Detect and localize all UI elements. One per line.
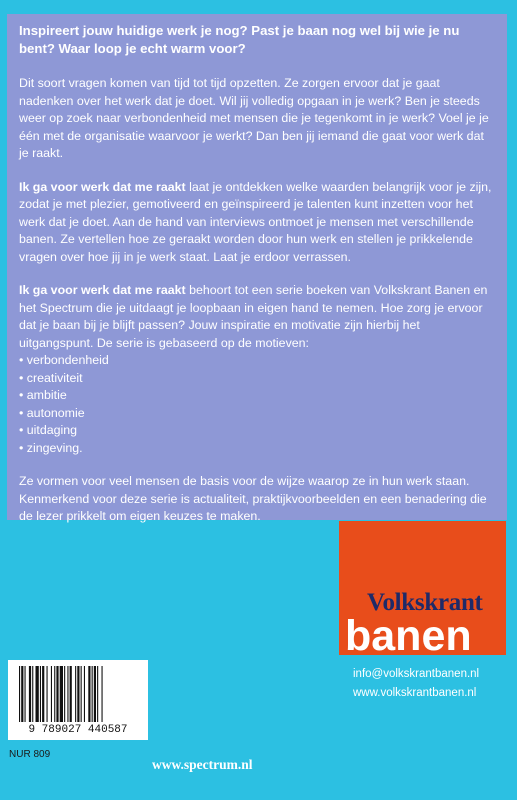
motive-item: • zingeving. — [19, 440, 495, 458]
barcode-bar — [29, 666, 31, 722]
contact-website[interactable]: www.volkskrantbanen.nl — [353, 687, 477, 699]
book-title-inline: Ik ga voor werk dat me raakt — [19, 283, 186, 297]
barcode-bar — [42, 666, 44, 722]
publisher-website[interactable]: www.spectrum.nl — [152, 757, 253, 772]
barcode-bar — [64, 666, 65, 722]
volkskrant-banen-logo — [339, 521, 506, 655]
barcode-bar — [102, 666, 103, 722]
barcode-bar — [97, 666, 98, 722]
motive-item: • ambitie — [19, 387, 495, 405]
lead-questions: Inspireert jouw huidige werk je nog? Past je baan nog wel bij wie je nu bent? Waar loop je echt warm voor? — [19, 23, 460, 56]
motive-item: • verbondenheid — [19, 352, 495, 370]
book-description-paragraph — [19, 179, 495, 267]
barcode-bar — [47, 666, 48, 722]
barcode-bar — [94, 666, 96, 722]
barcode-bar — [67, 666, 68, 722]
barcode-bar — [84, 666, 85, 722]
barcode-bar — [77, 666, 79, 722]
contact-info — [353, 665, 479, 703]
intro-paragraph: Dit soort vragen komen van tijd tot tijd opzetten. Ze zorgen ervoor dat je gaat nadenken over het werk dat je doet. Wil jij volledig opgaan in je werk? Ben je steeds weer op zoek naar verbondenheid met mensen die je tegenkomt in je werk? Voel je je één met de organisatie waarvoor je werkt? Dan ben jij iemand die gaat voor werk dat je raakt. — [19, 76, 489, 160]
logo-volkskrant-text: Volkskrant — [367, 589, 483, 616]
nur-code: NUR 809 — [9, 749, 51, 760]
motive-item: • creativiteit — [19, 370, 495, 388]
series-paragraph — [19, 282, 495, 352]
closing-paragraph: Ze vormen voor veel mensen de basis voor de wijze waarop ze in hun werk staan. Kenmerkend voor deze serie is actualiteit, praktijkvoorbeelden en een benadering die de lezer prikkelt om eigen keuzes te maken. — [19, 474, 487, 523]
barcode-bar — [54, 666, 55, 722]
motives-list — [19, 352, 495, 457]
contact-email[interactable]: info@volkskrantbanen.nl — [353, 668, 480, 680]
book-title-inline: Ik ga voor werk dat me raakt — [19, 179, 186, 194]
barcode-bar — [88, 666, 90, 722]
barcode-bar — [32, 666, 33, 722]
motive-item: • autonomie — [19, 405, 495, 423]
barcode-bar — [60, 666, 63, 722]
barcode — [8, 660, 148, 740]
barcode-bar — [36, 666, 39, 722]
barcode-bar — [19, 666, 20, 722]
logo-banen-text: banen — [345, 612, 472, 655]
barcode-bar — [56, 666, 58, 722]
barcode-bar — [75, 666, 76, 722]
barcode-bar — [40, 666, 41, 722]
series-text: behoort tot een serie boeken van Volkskrant Banen en het Spectrum die je uitdaagt je loopbaan in eigen hand te nemen. Hoe zorg je ervoor dat je baan bij je blijft passen? Jouw inspiratie en motivatie zijn hierbij het uitgangspunt. De serie is gebaseerd op de motieven: — [19, 283, 488, 350]
barcode-bar — [92, 666, 93, 722]
barcode-bar — [21, 666, 23, 722]
barcode-bar — [25, 666, 26, 722]
back-cover-text-panel — [7, 14, 507, 523]
barcode-bars — [15, 666, 141, 722]
isbn-number: 9 789027 440587 — [28, 724, 128, 736]
barcode-bar — [70, 666, 72, 722]
barcode-bar — [81, 666, 82, 722]
book-description-text: laat je ontdekken welke waarden belangrijk voor je zijn, zodat je met plezier, gemotiveerd en geïnspireerd je talenten kunt inzetten voor het werk dat je doet. Aan de hand van interviews ontmoet je mensen met verschillende banen. Ze vertellen hoe ze geraakt worden door hun werk en stellen je prikkelende vragen over hoe jij in je werk staat. Laat je erdoor verrassen. — [19, 179, 492, 264]
motive-item: • uitdaging — [19, 422, 495, 440]
barcode-bar — [51, 666, 52, 722]
